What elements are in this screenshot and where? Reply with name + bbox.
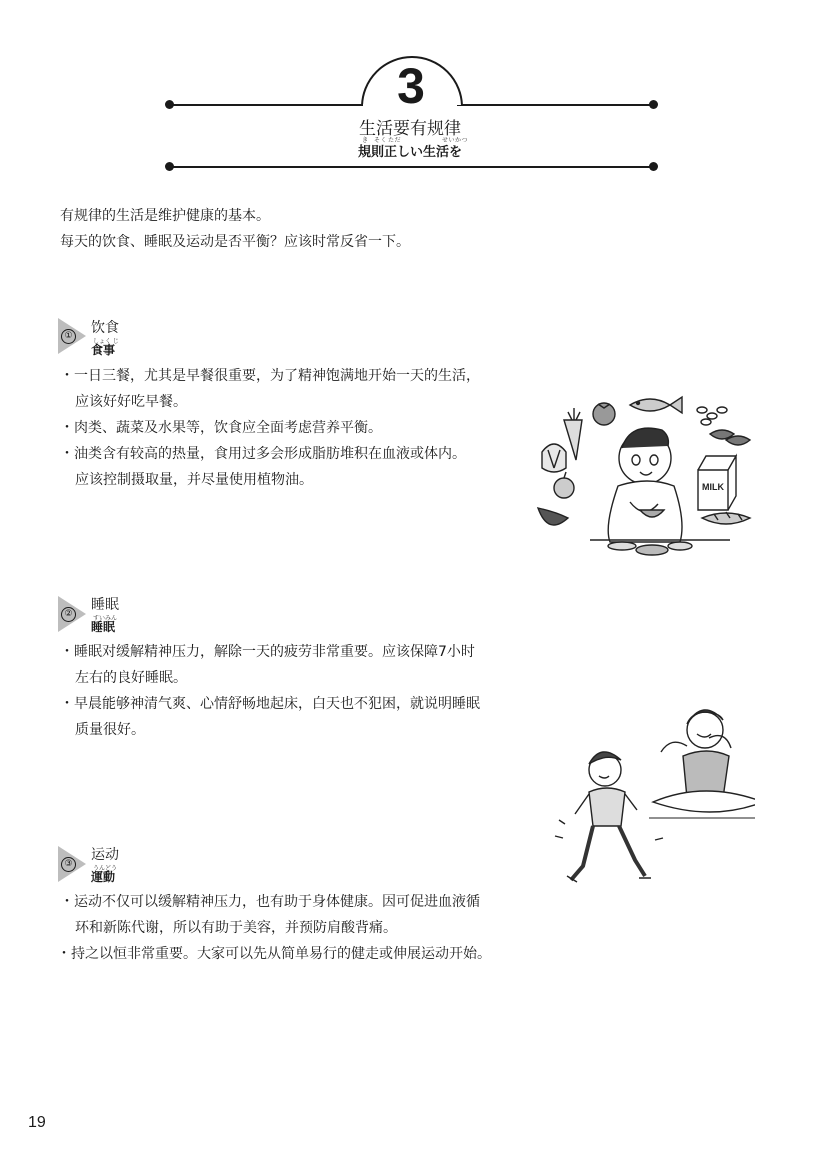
- diet-bullet-2: ・肉类、蔬菜及水果等，饮食应全面考虑营养平衡。: [60, 420, 382, 436]
- section-title-zh-1: 饮食: [91, 320, 119, 336]
- chapter-title-jp: 規則正しい生活を: [357, 145, 462, 160]
- section-title-jp-3: 運動: [91, 870, 116, 884]
- diet-bullet-3: ・油类含有较高的热量，食用过多会形成脂肪堆积在血液或体内。: [60, 446, 466, 462]
- sleep-bullet-2: ・早晨能够神清气爽、心情舒畅地起床，白天也不犯困，就说明睡眠: [60, 696, 480, 712]
- intro-line-1: 有规律的生活是维护健康的基本。: [60, 208, 270, 224]
- section-marker-1: [58, 318, 86, 354]
- diet-bullet-1-cont: 应该好好吃早餐。: [75, 394, 187, 410]
- header-bottom-left-dot: [165, 162, 174, 171]
- sleep-bullet-1-cont: 左右的良好睡眠。: [75, 670, 187, 686]
- section-marker-2: [58, 596, 86, 632]
- section-number-1: ①: [61, 329, 76, 344]
- page-number: 19: [28, 1114, 46, 1131]
- intro-line-2: 每天的饮食、睡眠及运动是否平衡？应该时常反省一下。: [60, 234, 410, 250]
- women-exercising-illustration: [545, 700, 755, 900]
- header-top-right-dot: [649, 100, 658, 109]
- section-title-zh-2: 睡眠: [91, 597, 119, 613]
- sleep-bullet-1: ・睡眠对缓解精神压力，解除一天的疲劳非常重要。应该保障7小时: [60, 644, 475, 660]
- section-title-ruby-1: しょく じ: [93, 338, 119, 345]
- section-title-jp-2: 睡眠: [91, 620, 116, 634]
- section-marker-3: [58, 846, 86, 882]
- chapter-number: 3: [397, 58, 425, 114]
- sleep-bullet-2-cont: 质量很好。: [75, 722, 145, 738]
- section-title-ruby-2: すいみん: [93, 615, 118, 622]
- header-bottom-rule: [170, 166, 654, 168]
- exercise-bullet-1-cont: 环和新陈代谢，所以有助于美容，并预防肩酸背痛。: [75, 920, 397, 936]
- section-number-3: ③: [61, 857, 76, 872]
- header-bottom-right-dot: [649, 162, 658, 171]
- section-title-zh-3: 运动: [91, 847, 119, 863]
- section-title-jp-1: 食事: [91, 343, 116, 357]
- milk-carton-label: MILK: [702, 482, 724, 492]
- chapter-title-zh: 生活要有规律: [359, 119, 461, 139]
- section-number-2: ②: [61, 607, 76, 622]
- header-top-left-dot: [165, 100, 174, 109]
- diet-bullet-1: ・一日三餐，尤其是早餐很重要，为了精神饱满地开始一天的生活，: [60, 368, 480, 384]
- man-eating-with-food-illustration: [530, 390, 770, 565]
- diet-bullet-3-cont: 应该控制摄取量，并尽量使用植物油。: [75, 472, 313, 488]
- exercise-bullet-1: ・运动不仅可以缓解精神压力，也有助于身体健康。因可促进血液循: [60, 894, 480, 910]
- section-title-ruby-3: うんどう: [93, 865, 118, 872]
- exercise-bullet-2: ・持之以恒非常重要。大家可以先从简单易行的健走或伸展运动开始。: [57, 946, 491, 962]
